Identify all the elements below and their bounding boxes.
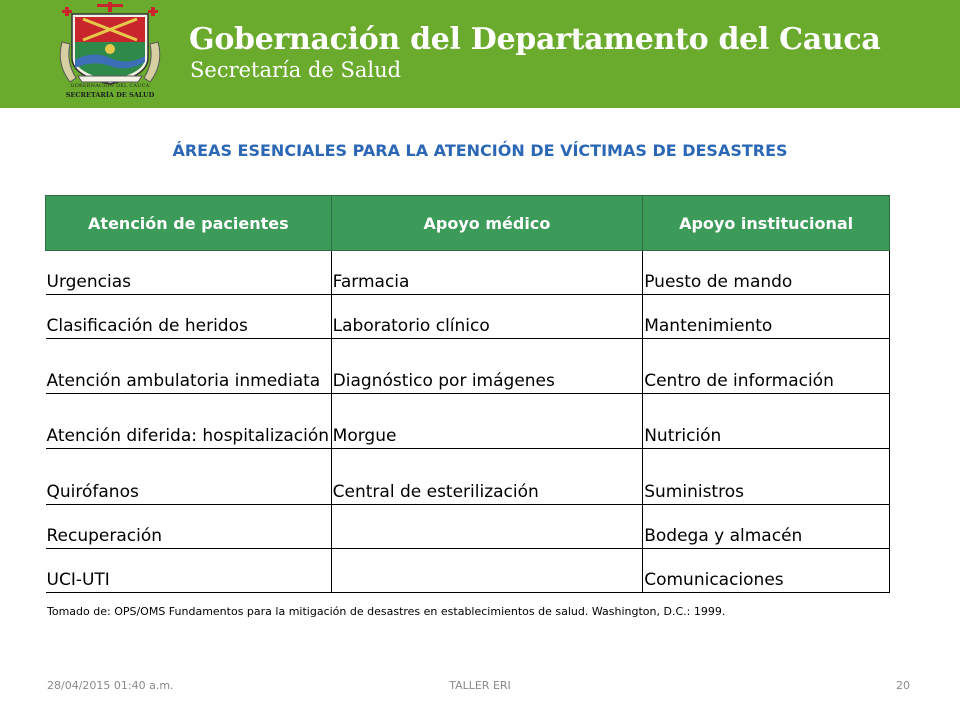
table-cell: Suministros — [643, 449, 890, 505]
table-cell: Quirófanos — [46, 449, 332, 505]
table-cell: Bodega y almacén — [643, 505, 890, 549]
table-cell: Diagnóstico por imágenes — [331, 339, 643, 394]
table-row — [46, 394, 890, 449]
header-subtitle: Secretaría de Salud — [190, 58, 402, 82]
table-cell: Clasificación de heridos — [46, 295, 332, 339]
column-header-atencion: Atención de pacientes — [46, 196, 332, 251]
table-cell: Comunicaciones — [643, 549, 890, 593]
table-cell: Atención diferida: hospitalización — [46, 394, 332, 449]
page-title: ÁREAS ESENCIALES PARA LA ATENCIÓN DE VÍCTIMAS DE DESASTRES — [172, 141, 788, 160]
table-cell: Centro de información — [643, 339, 890, 394]
header-banner — [0, 0, 960, 108]
table-cell: Laboratorio clínico — [331, 295, 643, 339]
logo-caption-line2: SECRETARÍA DE SALUD — [65, 91, 155, 99]
column-header-apoyo-medico: Apoyo médico — [331, 196, 643, 251]
areas-table — [45, 195, 890, 593]
table-cell: Mantenimiento — [643, 295, 890, 339]
table-row — [46, 505, 890, 549]
table-row — [46, 339, 890, 394]
table-cell — [331, 549, 643, 593]
table-cell: Puesto de mando — [643, 251, 890, 295]
table-cell: Atención ambulatoria inmediata — [46, 339, 332, 394]
table-header-row — [46, 196, 890, 251]
table-cell: Urgencias — [46, 251, 332, 295]
footer-date: 28/04/2015 01:40 a.m. — [47, 679, 174, 692]
source-note: Tomado de: OPS/OMS Fundamentos para la mitigación de desastres en establecimientos de salud. Washington, D.C.: 1999. — [47, 605, 726, 618]
table-cell: UCI-UTI — [46, 549, 332, 593]
logo-caption-line1: GOBERNACIÓN DEL CAUCA — [70, 83, 150, 89]
table-cell: Farmacia — [331, 251, 643, 295]
header-title: Gobernación del Departamento del Cauca — [189, 22, 881, 57]
table-cell: Recuperación — [46, 505, 332, 549]
table-row — [46, 251, 890, 295]
table-cell: Nutrición — [643, 394, 890, 449]
table-cell: Central de esterilización — [331, 449, 643, 505]
table-cell: Morgue — [331, 394, 643, 449]
table-row — [46, 549, 890, 593]
column-header-apoyo-institucional: Apoyo institucional — [643, 196, 890, 251]
table-cell — [331, 505, 643, 549]
table-row — [46, 295, 890, 339]
footer-center-text: TALLER ERI — [449, 679, 511, 692]
footer-page-number: 20 — [896, 679, 910, 692]
table-row — [46, 449, 890, 505]
